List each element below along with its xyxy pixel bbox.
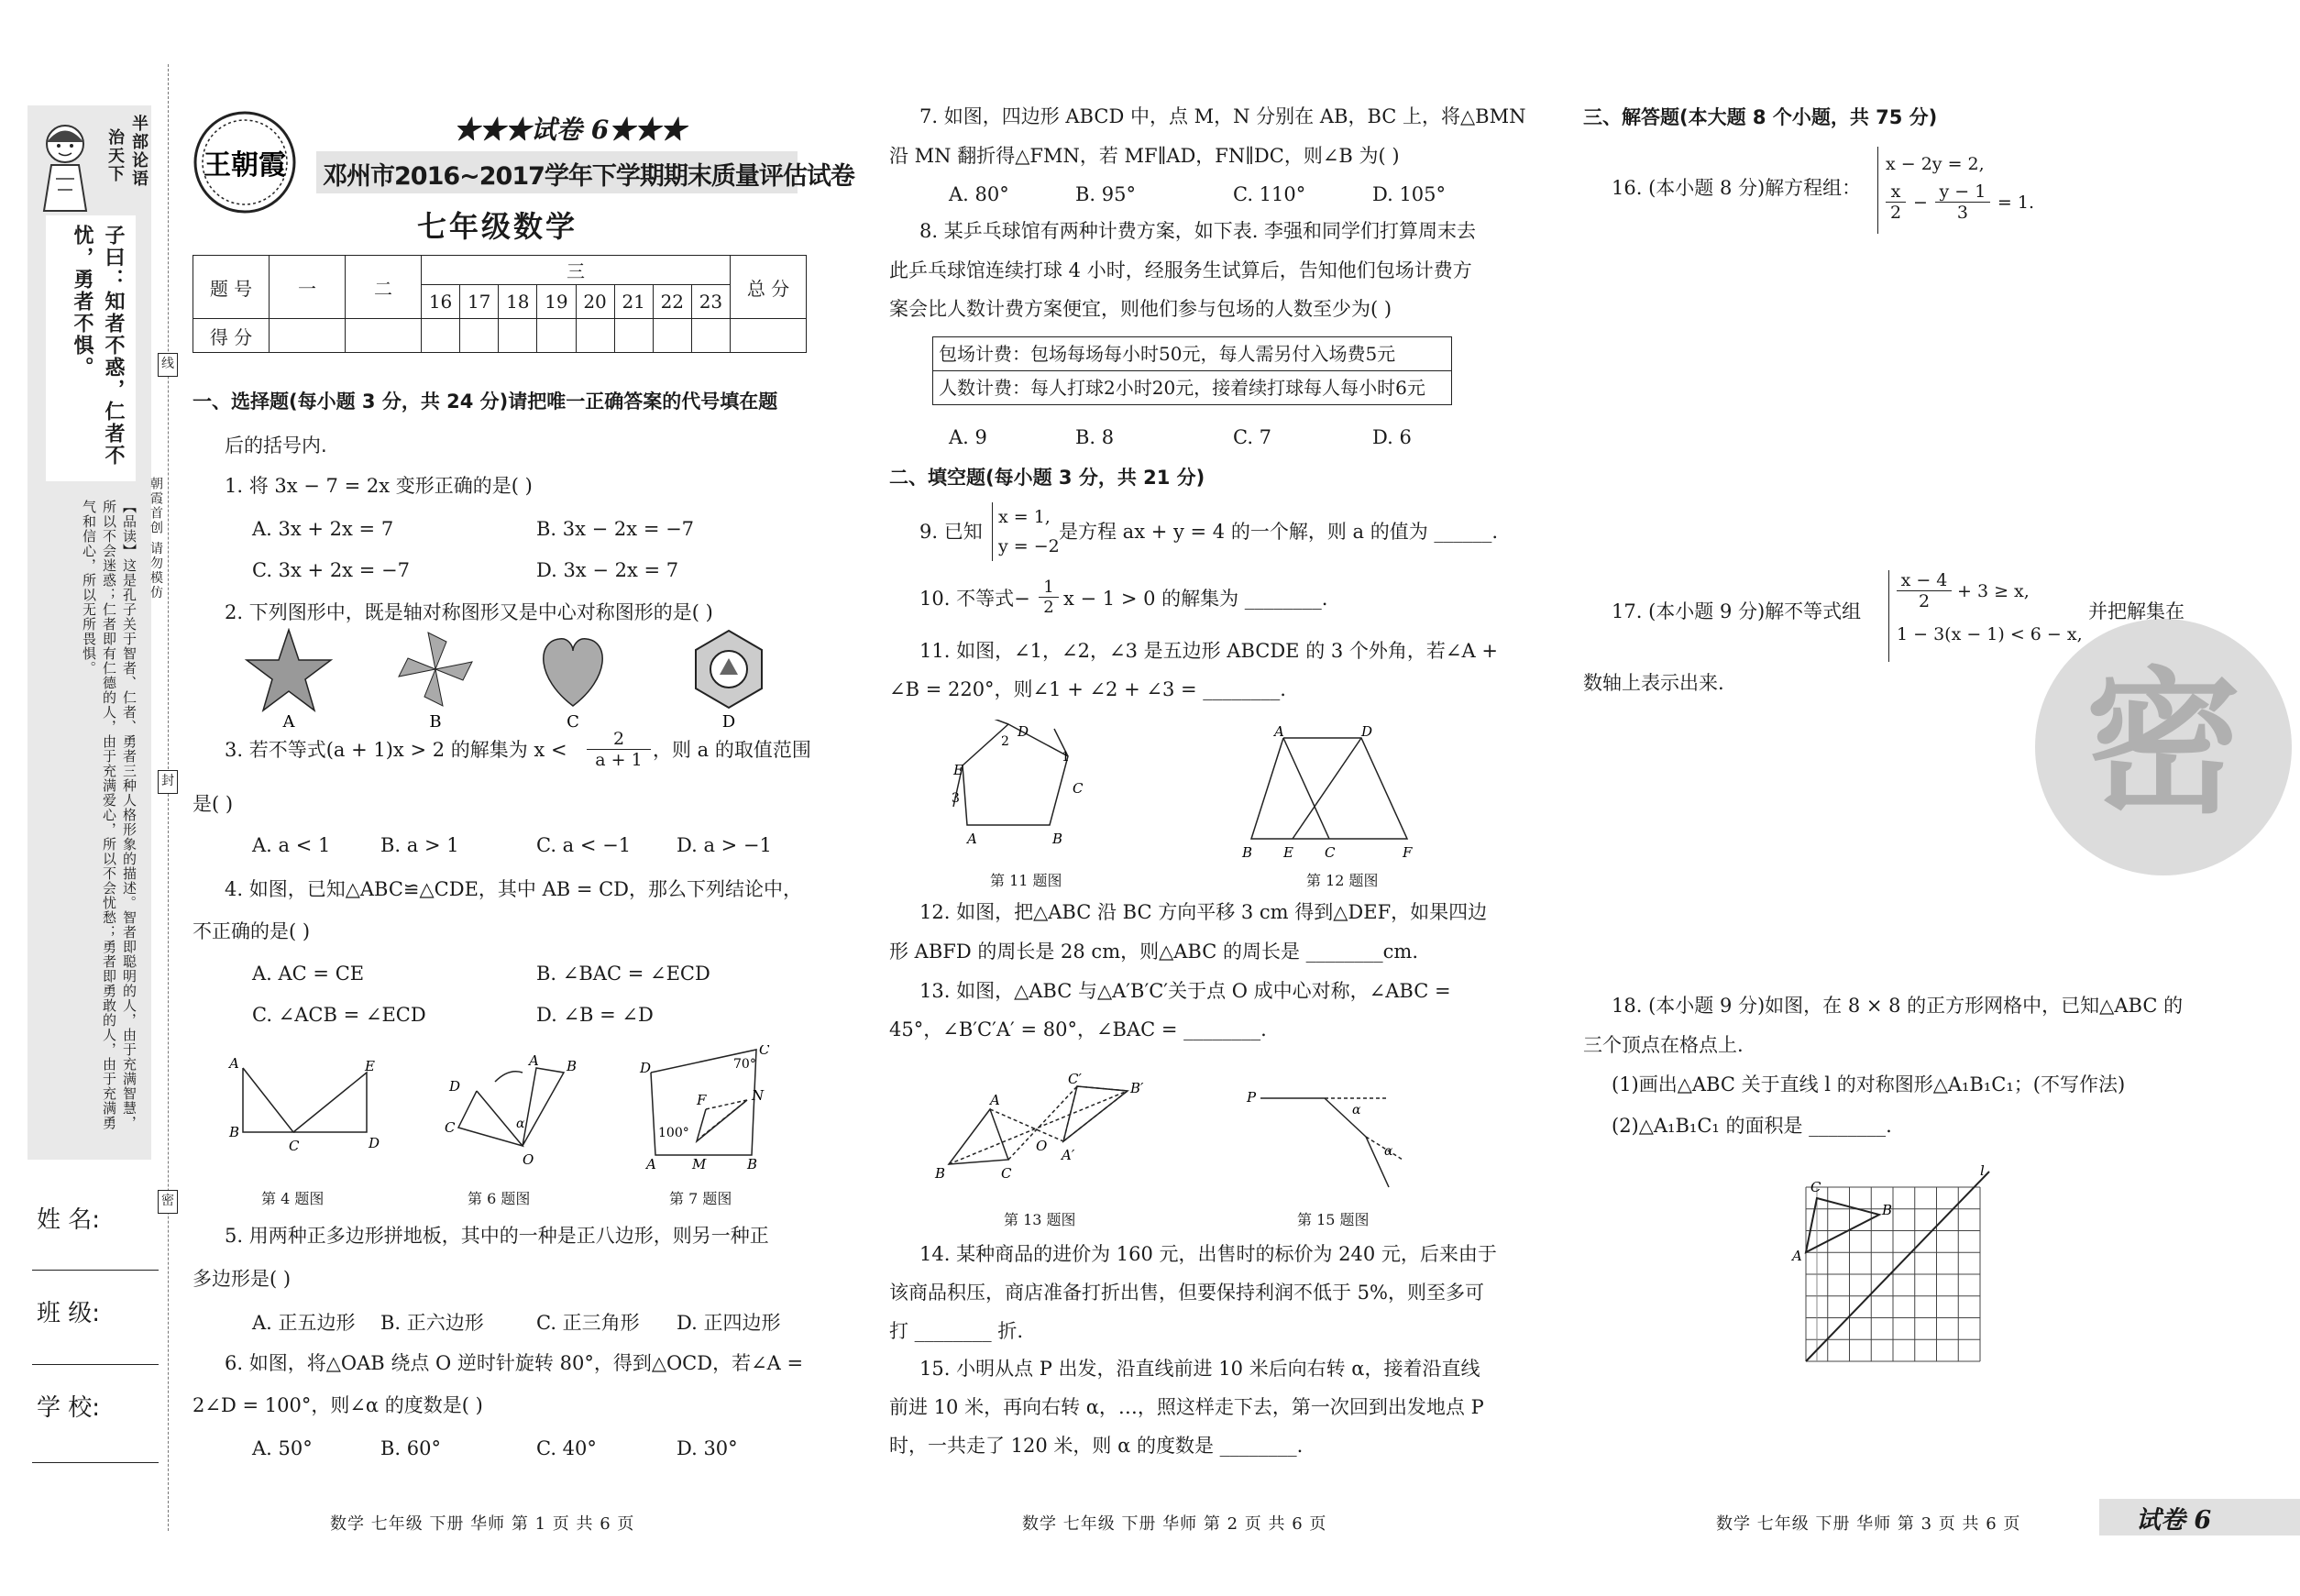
figures-11-12 [944, 720, 1458, 866]
q6-option-b: B. 60° [380, 1437, 442, 1459]
q3-option-a: A. a < 1 [252, 834, 331, 856]
q2-label-d: D [721, 712, 736, 729]
fold-line [168, 64, 169, 1531]
footer-page-1: 数学 七年级 下册 华师 第 1 页 共 6 页 [330, 1514, 635, 1534]
score-table [193, 255, 807, 353]
score-cell[interactable] [731, 319, 807, 353]
q3-fraction [587, 729, 651, 770]
score-sub: 17 [460, 285, 499, 319]
q8-option-c: C. 7 [1233, 426, 1272, 448]
fig15 [1260, 1098, 1403, 1187]
heart-shape [544, 639, 602, 706]
svg-text:P: P [1247, 1089, 1257, 1106]
svg-text:D: D [369, 1135, 380, 1151]
question-9-pre: 9. 已知 [919, 521, 983, 543]
seal-mark-3: 密 [158, 1190, 178, 1214]
sidebar-mascot [33, 115, 97, 215]
score-sub: 22 [653, 285, 691, 319]
fig6-caption: 第 6 题图 [468, 1190, 531, 1207]
score-cell[interactable] [691, 319, 730, 353]
question-18-2: (2)△A₁B₁C₁ 的面积是 ________. [1612, 1115, 1892, 1137]
footer-tag: 试卷 6 [2136, 1506, 2212, 1535]
svg-text:E: E [1283, 844, 1293, 861]
hexagon-shape [696, 631, 762, 708]
q5-option-b: B. 正六边形 [380, 1312, 484, 1334]
svg-text:B: B [567, 1058, 578, 1074]
svg-text:D: D [1361, 723, 1373, 740]
svg-text:B: B [1882, 1202, 1893, 1218]
name-label: 姓 名: [37, 1206, 101, 1234]
svg-text:E: E [953, 762, 963, 778]
mid-note: 朝霞首创 请勿模仿 [149, 477, 163, 600]
pinwheel-shape [399, 633, 472, 706]
q16-sys-2 [1886, 182, 2034, 223]
question-6: 6. 如图，将△OAB 绕点 O 逆时针旋转 80°，得到△OCD，若∠A = [225, 1352, 804, 1374]
fig12-caption: 第 12 题图 [1306, 872, 1379, 889]
q9-system [992, 502, 1060, 561]
q16-eq: = 1. [1997, 192, 2035, 213]
score-sub: 18 [499, 285, 537, 319]
score-cell[interactable] [537, 319, 576, 353]
fig12 [1251, 738, 1407, 839]
question-4: 4. 如图，已知△ABC≌△CDE，其中 AB = CD，那么下列结论中， [225, 878, 803, 900]
q5-option-c: C. 正三角形 [536, 1312, 640, 1334]
question-10-pre: 10. 不等式− [919, 588, 1030, 610]
svg-text:α: α [1384, 1144, 1393, 1159]
score-sub: 23 [691, 285, 730, 319]
svg-text:E: E [365, 1058, 375, 1074]
svg-text:A′: A′ [1062, 1147, 1075, 1163]
svg-text:O: O [1036, 1138, 1048, 1154]
question-2: 2. 下列图形中，既是轴对称图形又是中心对称图形的是( ) [225, 601, 713, 623]
figures-4-6-7 [220, 1045, 788, 1192]
q17-sys1-tail: + 3 ≥ x, [1957, 580, 2030, 601]
q3-option-c: C. a < −1 [536, 834, 632, 856]
question-4b: 不正确的是( ) [193, 920, 311, 942]
question-5: 5. 用两种正多边形拼地板，其中的一种是正八边形，则另一种正 [225, 1225, 769, 1247]
seal-mark-1: 线 [158, 353, 178, 377]
score-cell[interactable] [576, 319, 614, 353]
q4-option-d: D. ∠B = ∠D [536, 1004, 654, 1026]
q3-option-b: B. a > 1 [380, 834, 459, 856]
score-sub: 19 [537, 285, 576, 319]
q8-table-row-2: 人数计费：每人打球2小时20元，接着续打球每人每小时6元 [939, 377, 1425, 399]
line-l [1806, 1172, 1989, 1361]
svg-text:C: C [1325, 844, 1336, 861]
q17-sys-2: 1 − 3(x − 1) < 6 − x, [1897, 624, 2083, 644]
q1-option-c: C. 3x + 2x = −7 [252, 559, 410, 581]
q17-frac-num: x − 4 [1897, 570, 1952, 591]
svg-text:3: 3 [952, 791, 960, 806]
q5-option-a: A. 正五边形 [252, 1312, 356, 1334]
section-2-title: 二、填空题(每小题 3 分，共 21 分) [889, 467, 1205, 489]
q6-option-d: D. 30° [677, 1437, 738, 1459]
score-row-label: 得 分 [193, 319, 270, 353]
svg-text:α: α [516, 1117, 525, 1131]
svg-text:F: F [1403, 844, 1413, 861]
svg-text:B′: B′ [1130, 1080, 1144, 1096]
logo-text: 王朝霞 [204, 149, 286, 182]
svg-text:N: N [752, 1087, 765, 1104]
fig7-caption: 第 7 题图 [669, 1190, 732, 1207]
score-header-1: 一 [270, 256, 346, 319]
subject-title: 七年级数学 [417, 209, 578, 244]
q10-frac-den: 2 [1043, 598, 1054, 617]
fig15-caption: 第 15 题图 [1297, 1211, 1370, 1228]
q16-frac2-den: 3 [1956, 203, 1968, 223]
score-cell[interactable] [499, 319, 537, 353]
question-13b: 45°，∠B′C′A′ = 80°，∠BAC = ________. [889, 1018, 1267, 1040]
score-cell[interactable] [270, 319, 346, 353]
svg-text:F: F [697, 1092, 707, 1108]
q9-sys-2: y = −2 [998, 536, 1060, 556]
q8-option-b: B. 8 [1075, 426, 1115, 448]
svg-text:B: B [1242, 844, 1253, 861]
name-field[interactable] [32, 1270, 159, 1271]
q1-option-d: D. 3x − 2x = 7 [536, 559, 679, 581]
svg-text:A: A [529, 1052, 539, 1069]
svg-text:C: C [289, 1138, 300, 1154]
question-13: 13. 如图，△ABC 与△A′B′C′关于点 O 成中心对称，∠ABC = [919, 980, 1451, 1002]
question-17-post: 并把解集在 [2088, 600, 2184, 622]
question-11: 11. 如图，∠1，∠2，∠3 是五边形 ABCDE 的 3 个外角，若∠A + [919, 640, 1498, 662]
question-3: 3. 若不等式(a + 1)x > 2 的解集为 x < [225, 739, 567, 761]
score-header-2: 二 [346, 256, 422, 319]
score-sub: 20 [576, 285, 614, 319]
question-12b: 形 ABFD 的周长是 28 cm，则△ABC 的周长是 ________cm. [889, 941, 1419, 963]
question-15c: 时，一共走了 120 米，则 α 的度数是 ________. [889, 1435, 1304, 1457]
svg-text:D: D [640, 1060, 652, 1076]
q10-frac-num: 1 [1039, 578, 1059, 598]
q7-option-d: D. 105° [1372, 183, 1447, 205]
seal-mark-2: 封 [158, 770, 178, 794]
question-14c: 打 ________ 折. [889, 1320, 1024, 1342]
q8-option-d: D. 6 [1372, 426, 1412, 448]
score-cell[interactable] [460, 319, 499, 353]
question-11b: ∠B = 220°，则∠1 + ∠2 + ∠3 = ________. [889, 678, 1286, 700]
q4-option-b: B. ∠BAC = ∠ECD [536, 963, 710, 985]
svg-text:C: C [1073, 780, 1084, 797]
fig13-caption: 第 13 题图 [1004, 1211, 1076, 1228]
question-14b: 该商品积压，商店准备打折出售，但要保持利润不低于 5%，则至多可 [889, 1282, 1484, 1304]
quote-text: 子曰：知者不惑，仁者不忧，勇者不惧。 [71, 225, 125, 467]
q6-option-a: A. 50° [252, 1437, 313, 1459]
q3-frac-num: 2 [587, 729, 651, 750]
svg-text:B: B [229, 1124, 240, 1140]
motto-tag: 半部论语 [129, 115, 149, 188]
question-17-pre: 17. (本小题 9 分)解不等式组 [1612, 600, 1862, 622]
question-6b: 2∠D = 100°，则∠α 的度数是( ) [193, 1394, 483, 1416]
q7-option-a: A. 80° [949, 183, 1009, 205]
q16-frac1-num: x [1886, 182, 1906, 203]
svg-text:2: 2 [1001, 734, 1009, 749]
q8-pricing-table [932, 336, 1452, 405]
q1-option-b: B. 3x − 2x = −7 [536, 518, 695, 540]
score-header-3: 三 [422, 256, 731, 285]
question-18: 18. (本小题 9 分)如图，在 8 × 8 的正方形网格中，已知△ABC 的 [1612, 995, 2184, 1017]
q16-frac1-den: 2 [1889, 203, 1902, 223]
q16-frac2-num: y − 1 [1935, 182, 1990, 203]
section-3-title: 三、解答题(本大题 8 个小题，共 75 分) [1583, 106, 1938, 128]
q17-system [1888, 570, 2083, 662]
svg-text:C: C [759, 1045, 770, 1058]
q16-system [1877, 147, 2034, 234]
svg-text:B: B [747, 1156, 758, 1172]
question-15: 15. 小明从点 P 出发，沿直线前进 10 米后向右转 α，接着沿直线 [919, 1358, 1480, 1380]
svg-text:O: O [523, 1151, 534, 1168]
svg-text:B: B [1052, 831, 1063, 847]
section-1-title-2: 后的括号内. [225, 435, 327, 457]
q1-option-a: A. 3x + 2x = 7 [252, 518, 394, 540]
svg-text:70°: 70° [733, 1057, 756, 1072]
score-cell[interactable] [422, 319, 460, 353]
question-1: 1. 将 3x − 7 = 2x 变形正确的是( ) [225, 475, 533, 497]
question-3b: 是( ) [193, 793, 234, 815]
exam-title: 邓州市2016~2017学年下学期期末质量评估试卷 [323, 162, 854, 191]
footer-page-2: 数学 七年级 下册 华师 第 2 页 共 6 页 [1022, 1514, 1327, 1534]
question-5b: 多边形是( ) [193, 1268, 292, 1290]
q16-minus: − [1913, 192, 1928, 213]
fig11 [953, 720, 1068, 825]
q17-frac-den: 2 [1918, 591, 1931, 611]
fig11-caption: 第 11 题图 [990, 872, 1062, 889]
svg-text:C: C [445, 1119, 456, 1136]
svg-text:C′: C′ [1068, 1073, 1082, 1087]
svg-text:α: α [1352, 1103, 1361, 1117]
svg-text:1: 1 [1062, 750, 1070, 765]
svg-text:A: A [967, 831, 977, 847]
figures-13-15 [926, 1073, 1458, 1210]
section-1-title: 一、选择题(每小题 3 分，共 24 分)请把唯一正确答案的代号填在题 [193, 391, 778, 413]
star-shape [247, 630, 331, 710]
svg-text:C: C [1810, 1179, 1821, 1195]
svg-text:A: A [229, 1055, 239, 1072]
fig4-caption: 第 4 题图 [261, 1190, 325, 1207]
q17-sys-1 [1897, 570, 2083, 611]
svg-text:l: l [1980, 1164, 1985, 1179]
svg-text:A: A [1274, 723, 1284, 740]
svg-text:D: D [1018, 723, 1029, 740]
footer-page-3: 数学 七年级 下册 华师 第 3 页 共 6 页 [1716, 1514, 2021, 1534]
question-16-pre: 16. (本小题 8 分)解方程组： [1612, 177, 1862, 199]
score-header-total: 总 分 [731, 256, 807, 319]
reading-text: 【品读】这是孔子关于智者、仁者、勇者三种人格形象的描述。智者即聪明的人，由于充满智慧，所以不会迷惑；仁者即有仁德的人，由于充满爱心，所以不会忧愁；勇者即勇敢的人，由于充满勇气和信心，所以无所畏惧。 [81, 500, 138, 1130]
svg-text:A: A [1792, 1248, 1802, 1264]
fig6 [458, 1068, 564, 1146]
question-9-post: 是方程 ax + y = 4 的一个解，则 a 的值为 ______. [1059, 521, 1499, 543]
q9-sys-1: x = 1, [998, 507, 1051, 527]
score-cell[interactable] [614, 319, 653, 353]
question-14: 14. 某种商品的进价为 160 元，出售时的标价为 240 元，后来由于 [919, 1243, 1497, 1265]
q2-label-a: A [282, 712, 295, 729]
q7-option-c: C. 110° [1233, 183, 1306, 205]
question-12: 12. 如图，把△ABC 沿 BC 方向平移 3 cm 得到△DEF，如果四边 [919, 901, 1488, 923]
question-8b: 此乒乓球馆连续打球 4 小时，经服务生试算后，告知他们包场计费方 [889, 259, 1472, 281]
svg-text:D: D [449, 1078, 461, 1095]
q8-table-row-1: 包场计费：包场每场每小时50元，每人需另付入场费5元 [933, 337, 1451, 371]
paper-number: ★★★试卷 6★★★ [454, 115, 687, 145]
svg-text:A: A [646, 1156, 656, 1172]
question-8c: 案会比人数计费方案便宜，则他们参与包场的人数至少为( ) [889, 298, 1392, 320]
motto-tag-2: 治天下 [105, 128, 125, 183]
q2-label-b: B [429, 712, 442, 729]
svg-text:M: M [692, 1156, 707, 1172]
score-cell[interactable] [653, 319, 691, 353]
watermark-char: 密 [2085, 652, 2242, 835]
score-cell[interactable] [346, 319, 422, 353]
question-15b: 前进 10 米，再向右转 α，…，照这样走下去，第一次回到出发地点 P [889, 1396, 1484, 1418]
q10-fraction [1039, 578, 1059, 617]
question-7: 7. 如图，四边形 ABCD 中，点 M，N 分别在 AB，BC 上，将△BMN [919, 105, 1526, 127]
q4-option-a: A. AC = CE [252, 963, 365, 985]
question-10-post: x − 1 > 0 的解集为 ________. [1063, 588, 1328, 610]
q2-figures [243, 628, 775, 729]
quote-box [46, 215, 136, 481]
school-label: 学 校: [37, 1394, 101, 1422]
svg-text:C: C [1001, 1165, 1012, 1182]
q18-grid-figure [1788, 1164, 2008, 1375]
svg-text:A: A [990, 1092, 1000, 1108]
question-18b: 三个顶点在格点上. [1583, 1034, 1744, 1056]
q16-sys-1: x − 2y = 2, [1886, 154, 1985, 174]
q7-option-b: B. 95° [1075, 183, 1137, 205]
q3-option-d: D. a > −1 [677, 834, 772, 856]
question-7b: 沿 MN 翻折得△FMN，若 MF∥AD，FN∥DC，则∠B 为( ) [889, 145, 1400, 167]
svg-text:100°: 100° [658, 1126, 689, 1140]
score-sub: 21 [614, 285, 653, 319]
question-3-tail: ，则 a 的取值范围 [653, 739, 811, 761]
class-label: 班 级: [37, 1300, 101, 1327]
question-8: 8. 某乒乓球馆有两种计费方案，如下表. 李强和同学们打算周末去 [919, 220, 1477, 242]
q8-option-a: A. 9 [949, 426, 987, 448]
score-sub: 16 [422, 285, 460, 319]
question-17b: 数轴上表示出来. [1583, 672, 1724, 694]
q5-option-d: D. 正四边形 [677, 1312, 781, 1334]
question-18-1: (1)画出△ABC 关于直线 l 的对称图形△A₁B₁C₁；(不写作法) [1612, 1073, 2126, 1095]
fig4 [243, 1068, 367, 1132]
q4-option-c: C. ∠ACB = ∠ECD [252, 1004, 426, 1026]
q3-frac-den: a + 1 [595, 750, 643, 770]
q2-label-c: C [567, 712, 579, 729]
logo-badge [193, 110, 298, 215]
school-field[interactable] [32, 1462, 159, 1463]
class-field[interactable] [32, 1364, 159, 1365]
score-header-label: 题 号 [193, 256, 270, 319]
svg-text:B: B [935, 1165, 946, 1182]
q6-option-c: C. 40° [536, 1437, 597, 1459]
